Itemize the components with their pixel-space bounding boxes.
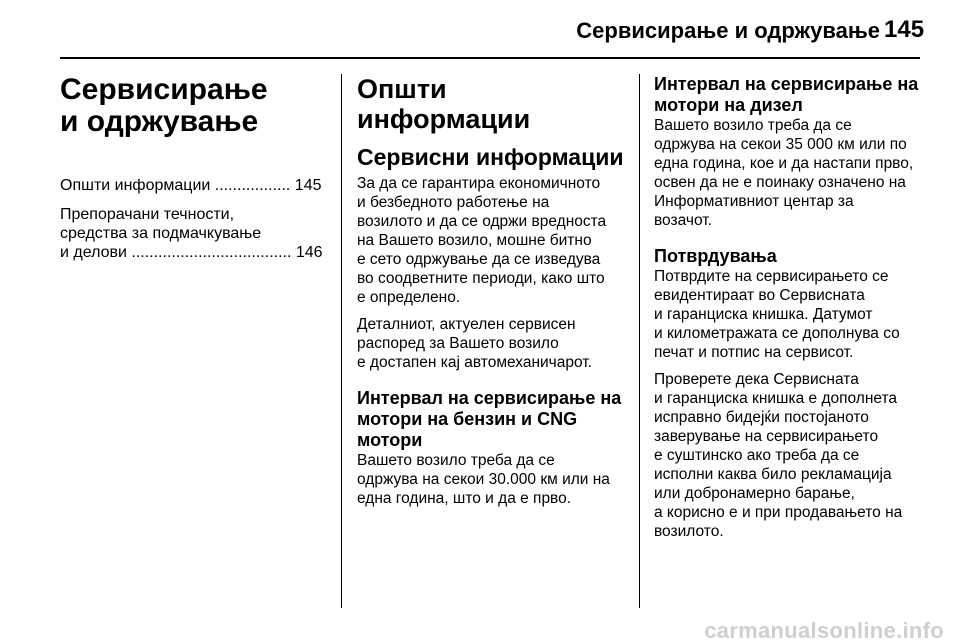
text-line: една година, кое и да настапи прво, [654,155,914,172]
text-line: е сето одржување да се изведува [357,251,601,268]
text-line: исправно бидејќи постојаното [654,409,869,426]
text-line: е суштинско ако треба да се [654,447,860,464]
heading-line: Интервал на сервисирање на [357,388,622,408]
text-line: Проверете дека Сервисната [654,371,859,388]
heading-line: мотори на дизел [654,95,803,115]
text-line: распоред за Вашето возило [357,335,559,352]
text-line: заверување на сервисирањето [654,428,879,445]
text-line: Потврдите на сервисирањето се [654,268,889,285]
text-line: и гаранциска книшка. Датумот [654,306,873,323]
text-line: возачот. [654,212,712,229]
running-header-title: Сервисирање и одржување [576,18,880,43]
left-column [60,74,325,272]
text-line: печат и потпис на сервисот. [654,344,854,361]
toc-entry-fluids[interactable] [60,205,325,262]
text-line: Деталниот, актуелен сервисен [357,316,576,333]
confirmations-heading: Потврдувања [654,246,777,266]
diesel-interval-heading [654,74,950,116]
text-line: и километражата се дополнува со [654,325,900,342]
service-schedule-paragraph [357,315,625,372]
text-line: е определено. [357,289,461,306]
heading-line: мотори на бензин и CNG [357,409,578,429]
text-line: возилото и да се одржи вредноста [357,213,607,230]
toc-entry-general-info[interactable] [60,176,325,195]
text-line: исполни каква било рекламација [654,466,892,483]
page-number: 145 [884,16,925,43]
text-line: или добронамерно барање, [654,485,855,502]
toc-line: и делови .................................... 146 [60,244,323,261]
heading-line: мотори [357,430,423,450]
text-line: одржува на секои 30.000 км или на [357,471,610,488]
text-line: и гаранциска книшка е дополнета [654,390,898,407]
text-line: е достапен кај автомеханичарот. [357,354,592,371]
text-line: една година, што и да е прво. [357,490,572,507]
column-divider-1 [341,74,342,608]
header-divider [60,57,920,59]
petrol-interval-heading [357,388,625,451]
text-line: евидентираат во Сервисната [654,287,865,304]
diesel-interval-text [654,116,950,230]
heading-line: Интервал на сервисирање на [654,74,919,94]
middle-column [357,74,625,516]
petrol-interval-text [357,451,625,508]
text-line: а корисно е и при продавањето на [654,504,903,521]
column-divider-2 [639,74,640,608]
text-line: и безбедното работење на [357,194,550,211]
text-line: Информативниот центар за [654,193,854,210]
toc-line: Општи информации ................. 145 [60,177,322,194]
watermark: carmanualsonline.info [704,618,944,643]
text-line: одржува на секои 35 000 км или по [654,136,907,153]
confirmations-paragraph-1 [654,267,950,362]
right-column [654,74,950,549]
text-line: Вашето возило треба да се [357,452,555,469]
text-line: возилото. [654,523,724,540]
text-line: Вашето возило треба да се [654,117,852,134]
subsection-title: Сервисни информации [357,144,624,170]
text-line: За да се гарантира економичното [357,175,601,192]
chapter-title-line: и одржување [60,105,259,138]
toc-line: средства за подмачкување [60,225,262,242]
chapter-title-line: Сервисирање [60,73,268,106]
toc-line: Препорачани течности, [60,206,235,223]
confirmations-paragraph-2 [654,370,950,541]
section-title: Општи информации [357,74,531,134]
text-line: во соодветните периоди, како што [357,270,605,287]
service-info-paragraph [357,174,625,307]
text-line: на Вашето возило, мошне битно [357,232,592,249]
chapter-title [60,74,325,138]
text-line: освен да не е поинаку означено на [654,174,906,191]
